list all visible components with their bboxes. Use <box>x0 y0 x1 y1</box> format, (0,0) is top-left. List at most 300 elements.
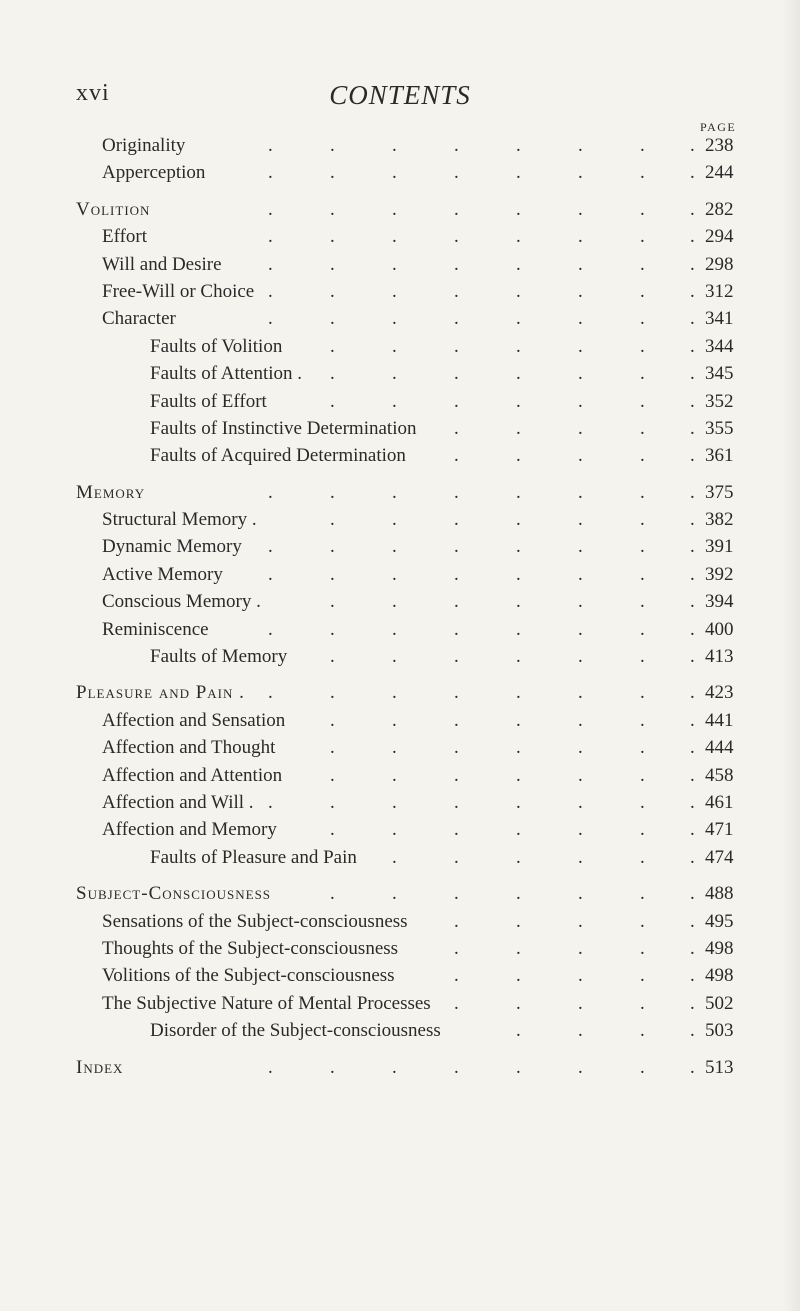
leader-dot: . <box>516 509 521 531</box>
leader-dot: . <box>640 481 645 503</box>
leader-dot: . <box>330 791 335 813</box>
toc-entry <box>0 590 800 617</box>
leader-dot: . <box>454 198 459 220</box>
leader-dot: . <box>392 162 397 184</box>
leader-dot: . <box>640 308 645 330</box>
leader-dot: . <box>640 737 645 759</box>
leader-dot: . <box>454 791 459 813</box>
leader-dot: . <box>516 226 521 248</box>
leader-dot: . <box>392 253 397 275</box>
leader-dot: . <box>640 965 645 987</box>
toc-entry-page: 391 <box>705 536 734 558</box>
dot-leader <box>0 481 800 505</box>
leader-dot: . <box>454 883 459 905</box>
leader-dot: . <box>454 992 459 1014</box>
toc-entry-page: 503 <box>705 1020 734 1042</box>
leader-dot: . <box>330 591 335 613</box>
leader-dot: . <box>454 481 459 503</box>
leader-dot: . <box>454 253 459 275</box>
leader-dot: . <box>578 992 583 1014</box>
toc-entry <box>0 1056 800 1083</box>
leader-dot: . <box>640 135 645 156</box>
leader-dot: . <box>640 682 645 704</box>
leader-dot: . <box>640 1020 645 1042</box>
leader-dot: . <box>330 819 335 841</box>
dot-leader <box>0 882 800 906</box>
toc-entry-title: Active Memory <box>102 563 223 585</box>
page-column-label: PAGE <box>700 120 737 134</box>
leader-dot: . <box>516 937 521 959</box>
leader-dot: . <box>578 819 583 841</box>
leader-dot: . <box>516 445 521 467</box>
leader-dot: . <box>578 791 583 813</box>
toc-entry-page: 423 <box>705 682 734 704</box>
toc-entry <box>0 225 800 252</box>
leader-dot: . <box>578 764 583 786</box>
leader-dot: . <box>640 363 645 385</box>
leader-dot: . <box>578 308 583 330</box>
leader-dot: . <box>454 509 459 531</box>
toc-entry-title: Affection and Thought <box>102 737 276 759</box>
leader-dot: . <box>454 819 459 841</box>
toc-entry-title: Thoughts of the Subject-consciousness <box>102 937 399 959</box>
toc-entry-title: Apperception <box>102 162 206 184</box>
toc-entry-title: Affection and Memory <box>102 819 277 841</box>
leader-dot: . <box>690 253 695 275</box>
toc-entry-page: 461 <box>705 791 734 813</box>
leader-dot: . <box>392 198 397 220</box>
toc-entry-title: Volitions of the Subject-consciousness <box>102 965 395 987</box>
leader-dot: . <box>640 536 645 558</box>
leader-dot: . <box>392 390 397 412</box>
leader-dot: . <box>640 591 645 613</box>
leader-dot: . <box>690 481 695 503</box>
leader-dot: . <box>690 363 695 385</box>
toc-entry <box>0 618 800 645</box>
dot-leader <box>0 618 800 642</box>
dot-leader <box>0 335 800 359</box>
toc-entry-title: Faults of Attention . <box>150 363 302 385</box>
toc-entry <box>0 417 800 444</box>
leader-dot: . <box>268 280 273 302</box>
leader-dot: . <box>268 253 273 275</box>
toc-entry <box>0 645 800 672</box>
leader-dot: . <box>454 226 459 248</box>
leader-dot: . <box>516 417 521 439</box>
toc-entry-page: 298 <box>705 253 734 275</box>
leader-dot: . <box>516 563 521 585</box>
toc-entry <box>0 818 800 845</box>
toc-entry-page: 361 <box>705 445 734 467</box>
leader-dot: . <box>640 791 645 813</box>
dot-leader <box>0 280 800 304</box>
toc-entry <box>0 508 800 535</box>
leader-dot: . <box>578 563 583 585</box>
leader-dot: . <box>640 226 645 248</box>
leader-dot: . <box>330 1056 335 1078</box>
leader-dot: . <box>578 363 583 385</box>
leader-dot: . <box>578 737 583 759</box>
toc-entry <box>0 280 800 307</box>
dot-leader <box>0 225 800 249</box>
leader-dot: . <box>690 883 695 905</box>
toc-entry <box>0 709 800 736</box>
toc-entry-page: 513 <box>705 1056 734 1078</box>
leader-dot: . <box>454 390 459 412</box>
toc-entry-page: 392 <box>705 563 734 585</box>
toc-entry-title: Originality <box>102 135 186 156</box>
leader-dot: . <box>640 764 645 786</box>
toc-entry-page: 244 <box>705 162 734 184</box>
leader-dot: . <box>578 417 583 439</box>
leader-dot: . <box>690 682 695 704</box>
leader-dot: . <box>578 618 583 640</box>
toc-entry-title: Faults of Instinctive Determination <box>150 417 417 439</box>
leader-dot: . <box>578 646 583 668</box>
leader-dot: . <box>690 618 695 640</box>
toc-entry-page: 458 <box>705 764 734 786</box>
dot-leader <box>0 937 800 961</box>
leader-dot: . <box>578 591 583 613</box>
leader-dot: . <box>392 682 397 704</box>
leader-dot: . <box>392 764 397 786</box>
leader-dot: . <box>516 591 521 613</box>
leader-dot: . <box>392 509 397 531</box>
leader-dot: . <box>578 198 583 220</box>
dot-leader <box>0 417 800 441</box>
leader-dot: . <box>454 1056 459 1078</box>
toc-entry-title: Pleasure and Pain . <box>76 682 245 704</box>
toc-entry-title: Faults of Volition <box>150 335 283 357</box>
leader-dot: . <box>690 1056 695 1078</box>
leader-dot: . <box>268 198 273 220</box>
toc-entry <box>0 335 800 362</box>
leader-dot: . <box>640 335 645 357</box>
leader-dot: . <box>690 992 695 1014</box>
leader-dot: . <box>690 764 695 786</box>
leader-dot: . <box>454 162 459 184</box>
leader-dot: . <box>578 335 583 357</box>
leader-dot: . <box>690 509 695 531</box>
toc-entry-title: Structural Memory . <box>102 509 257 531</box>
toc-entry-title: Volition <box>76 198 151 220</box>
dot-leader <box>0 444 800 468</box>
leader-dot: . <box>392 846 397 868</box>
toc-entry <box>0 681 800 708</box>
leader-dot: . <box>516 883 521 905</box>
dot-leader <box>0 645 800 669</box>
leader-dot: . <box>690 445 695 467</box>
toc-entry-title: Conscious Memory . <box>102 591 261 613</box>
dot-leader <box>0 709 800 733</box>
leader-dot: . <box>578 390 583 412</box>
dot-leader <box>0 307 800 331</box>
leader-dot: . <box>578 965 583 987</box>
leader-dot: . <box>516 308 521 330</box>
dot-leader <box>0 563 800 587</box>
leader-dot: . <box>330 682 335 704</box>
leader-dot: . <box>454 937 459 959</box>
toc-entry <box>0 846 800 873</box>
toc-entry-title: Index <box>76 1056 124 1078</box>
toc-entry-title: Will and Desire <box>102 253 222 275</box>
dot-leader <box>0 362 800 386</box>
leader-dot: . <box>268 226 273 248</box>
toc-entry <box>0 1019 800 1046</box>
toc-entry <box>0 992 800 1019</box>
toc-entry <box>0 481 800 508</box>
leader-dot: . <box>330 481 335 503</box>
leader-dot: . <box>330 226 335 248</box>
leader-dot: . <box>516 536 521 558</box>
leader-dot: . <box>690 846 695 868</box>
toc-entry-page: 375 <box>705 481 734 503</box>
leader-dot: . <box>454 363 459 385</box>
leader-dot: . <box>690 910 695 932</box>
leader-dot: . <box>330 135 335 156</box>
leader-dot: . <box>454 910 459 932</box>
leader-dot: . <box>392 481 397 503</box>
leader-dot: . <box>690 819 695 841</box>
toc-entry <box>0 134 800 161</box>
leader-dot: . <box>690 646 695 668</box>
dot-leader <box>0 791 800 815</box>
leader-dot: . <box>392 1056 397 1078</box>
toc-entry <box>0 964 800 991</box>
dot-leader <box>0 1019 800 1043</box>
toc-entry-page: 474 <box>705 846 734 868</box>
leader-dot: . <box>454 536 459 558</box>
leader-dot: . <box>640 910 645 932</box>
leader-dot: . <box>330 509 335 531</box>
table-of-contents <box>0 134 800 1083</box>
running-head <box>0 80 800 116</box>
leader-dot: . <box>516 965 521 987</box>
toc-entry <box>0 937 800 964</box>
dot-leader <box>0 681 800 705</box>
leader-dot: . <box>454 618 459 640</box>
leader-dot: . <box>640 937 645 959</box>
leader-dot: . <box>268 563 273 585</box>
leader-dot: . <box>454 308 459 330</box>
leader-dot: . <box>516 1020 521 1042</box>
leader-dot: . <box>454 563 459 585</box>
dot-leader <box>0 992 800 1016</box>
toc-entry <box>0 390 800 417</box>
toc-entry-title: Affection and Sensation <box>102 709 286 731</box>
leader-dot: . <box>578 481 583 503</box>
toc-entry <box>0 910 800 937</box>
leader-dot: . <box>268 1056 273 1078</box>
toc-entry-title: Faults of Pleasure and Pain <box>150 846 357 868</box>
leader-dot: . <box>690 563 695 585</box>
leader-dot: . <box>392 883 397 905</box>
toc-entry <box>0 791 800 818</box>
toc-entry <box>0 307 800 334</box>
leader-dot: . <box>516 1056 521 1078</box>
leader-dot: . <box>640 563 645 585</box>
leader-dot: . <box>578 1056 583 1078</box>
leader-dot: . <box>516 646 521 668</box>
leader-dot: . <box>516 618 521 640</box>
leader-dot: . <box>640 1056 645 1078</box>
toc-entry-title: Reminiscence <box>102 618 209 640</box>
leader-dot: . <box>268 481 273 503</box>
leader-dot: . <box>330 308 335 330</box>
leader-dot: . <box>516 846 521 868</box>
leader-dot: . <box>392 563 397 585</box>
leader-dot: . <box>392 646 397 668</box>
leader-dot: . <box>640 417 645 439</box>
leader-dot: . <box>690 937 695 959</box>
toc-entry-page: 498 <box>705 965 734 987</box>
toc-entry <box>0 161 800 188</box>
leader-dot: . <box>640 253 645 275</box>
page-title: CONTENTS <box>329 80 471 110</box>
toc-entry-title: Affection and Attention <box>102 764 283 786</box>
leader-dot: . <box>690 162 695 184</box>
leader-dot: . <box>578 883 583 905</box>
toc-entry-title: Character <box>102 308 176 330</box>
leader-dot: . <box>330 280 335 302</box>
leader-dot: . <box>578 536 583 558</box>
toc-entry-title: The Subjective Nature of Mental Processes <box>102 992 431 1014</box>
leader-dot: . <box>578 846 583 868</box>
toc-entry-page: 294 <box>705 226 734 248</box>
leader-dot: . <box>690 591 695 613</box>
leader-dot: . <box>454 764 459 786</box>
leader-dot: . <box>454 280 459 302</box>
leader-dot: . <box>268 682 273 704</box>
leader-dot: . <box>454 445 459 467</box>
leader-dot: . <box>690 198 695 220</box>
toc-entry-page: 344 <box>705 335 734 357</box>
dot-leader <box>0 390 800 414</box>
leader-dot: . <box>690 390 695 412</box>
toc-entry-title: Subject-Consciousness <box>76 883 272 905</box>
leader-dot: . <box>516 737 521 759</box>
leader-dot: . <box>690 791 695 813</box>
leader-dot: . <box>578 937 583 959</box>
leader-dot: . <box>640 883 645 905</box>
dot-leader <box>0 736 800 760</box>
dot-leader <box>0 910 800 934</box>
leader-dot: . <box>516 481 521 503</box>
toc-entry <box>0 444 800 471</box>
leader-dot: . <box>640 846 645 868</box>
toc-entry-page: 495 <box>705 910 734 932</box>
leader-dot: . <box>392 709 397 731</box>
leader-dot: . <box>690 1020 695 1042</box>
leader-dot: . <box>330 162 335 184</box>
leader-dot: . <box>690 536 695 558</box>
leader-dot: . <box>640 819 645 841</box>
leader-dot: . <box>516 709 521 731</box>
toc-entry-page: 352 <box>705 390 734 412</box>
toc-entry-page: 282 <box>705 198 734 220</box>
leader-dot: . <box>578 162 583 184</box>
leader-dot: . <box>516 910 521 932</box>
leader-dot: . <box>392 280 397 302</box>
leader-dot: . <box>330 646 335 668</box>
toc-entry-page: 238 <box>705 135 734 156</box>
toc-entry-title: Effort <box>102 226 148 248</box>
page-folio: xvi <box>76 80 110 106</box>
leader-dot: . <box>640 198 645 220</box>
toc-entry <box>0 535 800 562</box>
toc-entry-page: 502 <box>705 992 734 1014</box>
toc-entry <box>0 253 800 280</box>
leader-dot: . <box>454 335 459 357</box>
leader-dot: . <box>330 563 335 585</box>
leader-dot: . <box>330 709 335 731</box>
dot-leader <box>0 964 800 988</box>
leader-dot: . <box>392 737 397 759</box>
toc-entry-page: 355 <box>705 417 734 439</box>
toc-entry-page: 488 <box>705 883 734 905</box>
toc-entry-title: Faults of Memory <box>150 646 288 668</box>
dot-leader <box>0 508 800 532</box>
leader-dot: . <box>516 791 521 813</box>
toc-entry-page: 345 <box>705 363 734 385</box>
leader-dot: . <box>268 618 273 640</box>
leader-dot: . <box>516 335 521 357</box>
leader-dot: . <box>640 709 645 731</box>
leader-dot: . <box>454 709 459 731</box>
leader-dot: . <box>640 162 645 184</box>
toc-entry-page: 312 <box>705 280 734 302</box>
leader-dot: . <box>690 135 695 156</box>
toc-entry-page: 441 <box>705 709 734 731</box>
page-edge-shading <box>783 0 800 1311</box>
leader-dot: . <box>578 135 583 156</box>
leader-dot: . <box>330 390 335 412</box>
leader-dot: . <box>640 280 645 302</box>
leader-dot: . <box>516 162 521 184</box>
leader-dot: . <box>392 226 397 248</box>
leader-dot: . <box>454 646 459 668</box>
leader-dot: . <box>330 335 335 357</box>
toc-entry-page: 444 <box>705 737 734 759</box>
leader-dot: . <box>516 682 521 704</box>
toc-entry-page: 413 <box>705 646 734 668</box>
dot-leader <box>0 818 800 842</box>
leader-dot: . <box>516 198 521 220</box>
leader-dot: . <box>690 965 695 987</box>
toc-entry <box>0 882 800 909</box>
leader-dot: . <box>268 791 273 813</box>
dot-leader <box>0 846 800 870</box>
leader-dot: . <box>330 253 335 275</box>
leader-dot: . <box>392 791 397 813</box>
leader-dot: . <box>578 682 583 704</box>
leader-dot: . <box>392 308 397 330</box>
leader-dot: . <box>690 226 695 248</box>
leader-dot: . <box>640 509 645 531</box>
leader-dot: . <box>578 445 583 467</box>
dot-leader <box>0 134 800 158</box>
leader-dot: . <box>392 591 397 613</box>
leader-dot: . <box>454 737 459 759</box>
leader-dot: . <box>268 162 273 184</box>
toc-entry-title: Free-Will or Choice <box>102 280 255 302</box>
toc-entry-page: 498 <box>705 937 734 959</box>
leader-dot: . <box>454 965 459 987</box>
leader-dot: . <box>516 764 521 786</box>
dot-leader <box>0 764 800 788</box>
leader-dot: . <box>640 646 645 668</box>
toc-entry-page: 400 <box>705 618 734 640</box>
